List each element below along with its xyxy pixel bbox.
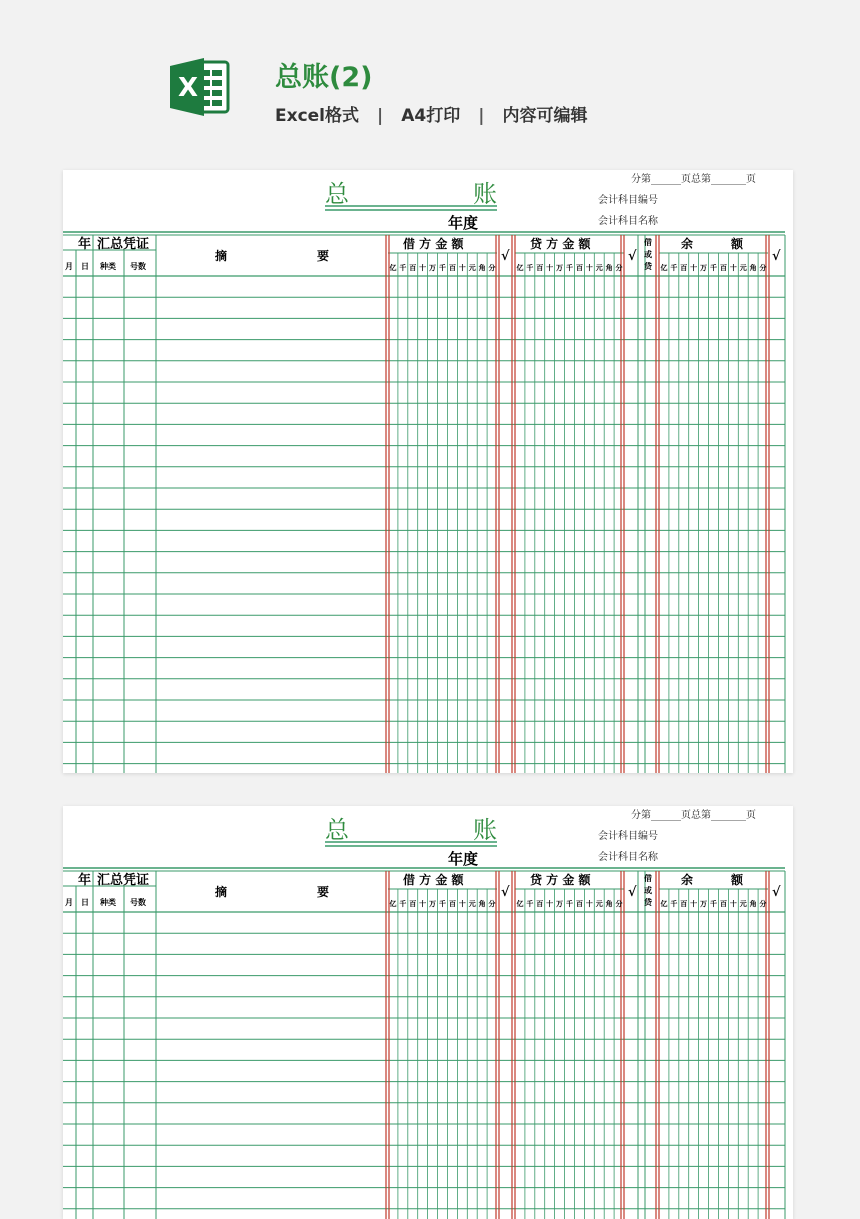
page-info: 分第______页总第_______页 — [631, 810, 756, 821]
col-voucher-number: 号数 — [130, 261, 146, 271]
col-summary: 摘 — [215, 885, 228, 899]
digit-label: 分 — [759, 899, 767, 908]
col-voucher: 汇总凭证 — [97, 237, 150, 252]
subtitle — [275, 101, 587, 126]
digit-label: 角 — [605, 899, 613, 908]
ledger-title-left: 总 — [325, 816, 349, 844]
digit-label: 千 — [438, 899, 446, 908]
col-check: √ — [628, 885, 637, 900]
digit-label: 亿 — [660, 263, 668, 272]
digit-label: 千 — [526, 899, 534, 908]
digit-label: 十 — [585, 899, 593, 908]
col-debit: 借 方 金 额 — [403, 237, 464, 251]
digit-label: 角 — [749, 263, 757, 272]
digit-label: 百 — [536, 263, 544, 272]
col-credit: 贷 方 金 额 — [530, 237, 591, 251]
col-check: √ — [501, 249, 510, 264]
col-month: 月 — [65, 897, 73, 907]
ledger-sheet — [63, 170, 793, 773]
digit-label: 百 — [448, 263, 456, 272]
digit-label: 十 — [419, 899, 427, 908]
digit-label: 万 — [556, 899, 564, 908]
col-check: √ — [772, 885, 781, 900]
digit-label: 千 — [565, 263, 573, 272]
digit-label: 分 — [488, 263, 496, 272]
col-voucher-type: 种类 — [100, 261, 116, 271]
digit-label: 万 — [556, 263, 564, 272]
digit-label: 十 — [729, 899, 737, 908]
digit-label: 十 — [458, 263, 466, 272]
digit-label: 十 — [585, 263, 593, 272]
col-check: √ — [501, 885, 510, 900]
digit-label: 十 — [458, 899, 466, 908]
digit-label: 万 — [429, 899, 437, 908]
col-debit: 借 方 金 额 — [403, 873, 464, 887]
svg-text:X: X — [178, 73, 199, 103]
digit-label: 亿 — [516, 263, 524, 272]
digit-label: 十 — [690, 263, 698, 272]
col-month: 月 — [65, 261, 73, 271]
digit-label: 亿 — [660, 899, 668, 908]
subtitle-format: Excel格式 — [275, 106, 360, 126]
col-summary-2: 要 — [317, 249, 330, 263]
digit-label: 百 — [680, 263, 688, 272]
account-code-label: 会计科目编号 — [598, 831, 658, 842]
subtitle-separator: | — [377, 106, 384, 126]
digit-label: 元 — [595, 263, 603, 272]
account-name-label: 会计科目名称 — [598, 852, 658, 863]
digit-label: 百 — [409, 899, 417, 908]
col-voucher-number: 号数 — [130, 897, 146, 907]
ledger-title-left: 总 — [325, 180, 349, 208]
account-code-label: 会计科目编号 — [598, 195, 658, 206]
digit-label: 千 — [399, 899, 407, 908]
digit-label: 千 — [670, 899, 678, 908]
digit-label: 角 — [749, 899, 757, 908]
col-check: √ — [628, 249, 637, 264]
col-voucher: 汇总凭证 — [97, 873, 150, 888]
digit-label: 万 — [700, 899, 708, 908]
digit-label: 角 — [605, 263, 613, 272]
digit-label: 元 — [739, 899, 747, 908]
digit-label: 千 — [709, 263, 717, 272]
digit-label: 元 — [739, 263, 747, 272]
year-label: 年度 — [448, 214, 479, 232]
document-header — [0, 0, 860, 150]
ledger-title-right: 账 — [473, 816, 497, 844]
subtitle-editable: 内容可编辑 — [502, 106, 588, 126]
digit-label: 十 — [546, 263, 554, 272]
digit-label: 分 — [759, 263, 767, 272]
digit-label: 千 — [438, 263, 446, 272]
col-year: 年 — [78, 873, 92, 888]
col-voucher-type: 种类 — [100, 897, 116, 907]
digit-label: 百 — [575, 263, 583, 272]
digit-label: 百 — [536, 899, 544, 908]
digit-label: 十 — [729, 263, 737, 272]
digit-label: 千 — [670, 263, 678, 272]
digit-label: 百 — [719, 263, 727, 272]
ledger-sheet — [63, 806, 793, 1219]
digit-label: 百 — [448, 899, 456, 908]
digit-label: 角 — [478, 899, 486, 908]
col-day: 日 — [81, 261, 89, 271]
col-credit: 贷 方 金 额 — [530, 873, 591, 887]
digit-label: 亿 — [516, 899, 524, 908]
col-summary-2: 要 — [317, 885, 330, 899]
excel-icon — [170, 58, 232, 116]
digit-label: 千 — [526, 263, 534, 272]
digit-label: 十 — [546, 899, 554, 908]
digit-label: 元 — [468, 899, 476, 908]
col-check: √ — [772, 249, 781, 264]
digit-label: 元 — [595, 899, 603, 908]
page-info: 分第______页总第_______页 — [631, 174, 756, 185]
digit-label: 千 — [709, 899, 717, 908]
col-day: 日 — [81, 897, 89, 907]
digit-label: 亿 — [389, 263, 397, 272]
account-name-label: 会计科目名称 — [598, 216, 658, 227]
col-balance: 余 — [681, 237, 694, 251]
digit-label: 百 — [719, 899, 727, 908]
digit-label: 百 — [575, 899, 583, 908]
col-debit-or-credit: 借 或 贷 — [644, 237, 652, 271]
digit-label: 亿 — [389, 899, 397, 908]
digit-label: 万 — [429, 263, 437, 272]
ledger-title-right: 账 — [473, 180, 497, 208]
year-label: 年度 — [448, 850, 479, 868]
ledger-grid — [63, 806, 793, 1219]
digit-label: 元 — [468, 263, 476, 272]
digit-label: 十 — [419, 263, 427, 272]
col-balance: 余 — [681, 873, 694, 887]
subtitle-separator: | — [478, 106, 485, 126]
col-debit-or-credit: 借 或 贷 — [644, 873, 652, 907]
page-title: 总账(2) — [275, 62, 373, 93]
col-year: 年 — [78, 237, 92, 252]
digit-label: 千 — [565, 899, 573, 908]
digit-label: 分 — [615, 263, 623, 272]
col-summary: 摘 — [215, 249, 228, 263]
col-balance-2: 额 — [731, 873, 744, 887]
digit-label: 分 — [488, 899, 496, 908]
subtitle-print: A4打印 — [401, 106, 461, 126]
ledger-grid — [63, 170, 793, 773]
digit-label: 百 — [680, 899, 688, 908]
digit-label: 千 — [399, 263, 407, 272]
digit-label: 万 — [700, 263, 708, 272]
digit-label: 百 — [409, 263, 417, 272]
digit-label: 十 — [690, 899, 698, 908]
col-balance-2: 额 — [731, 237, 744, 251]
digit-label: 角 — [478, 263, 486, 272]
digit-label: 分 — [615, 899, 623, 908]
